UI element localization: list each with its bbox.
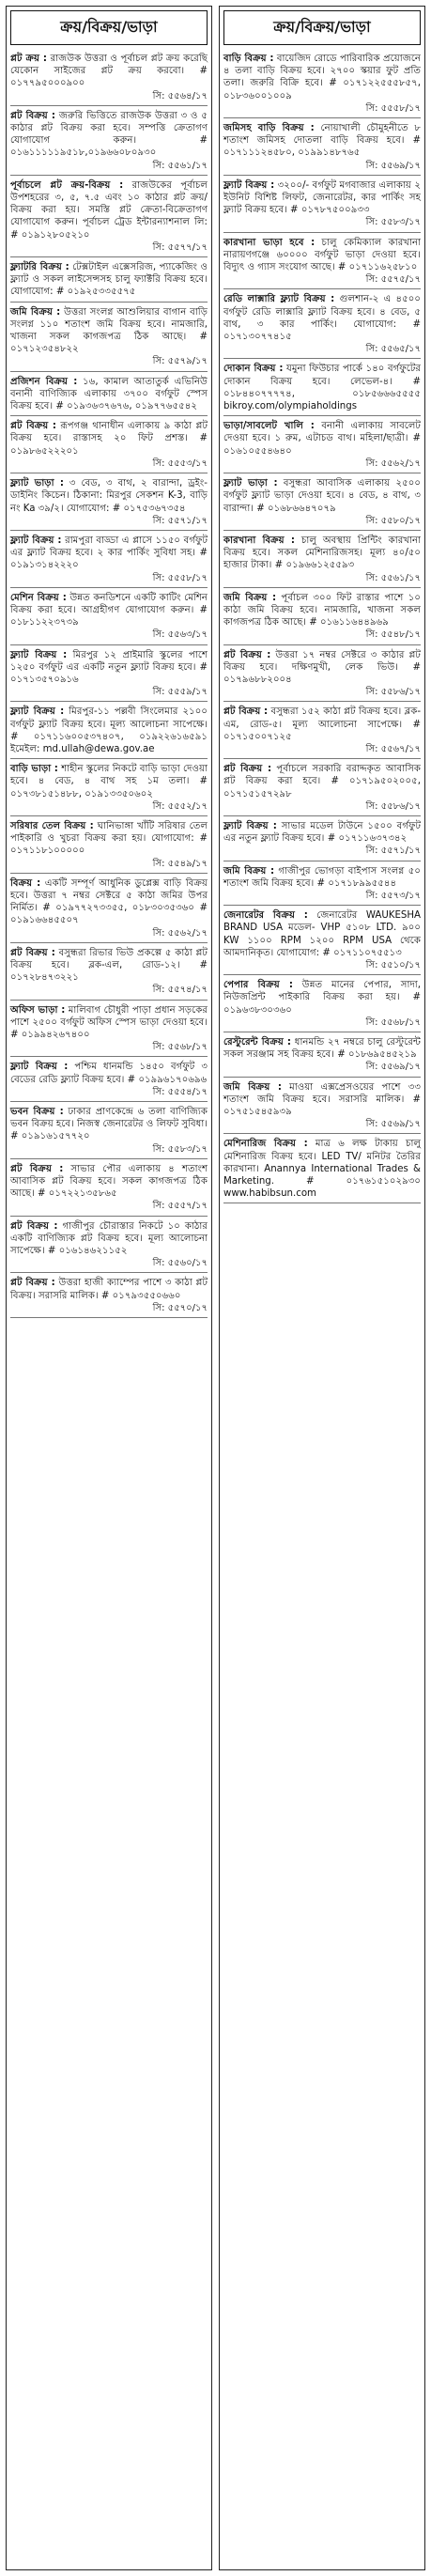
ad-body: উন্নত কনডিশনে একটি কাটিং মেশিন বিক্রয় করা হবে। আগ্রহীগণ যোগাযোগ করুন। # ০১৮১১২২৩৭৩৯ [10, 592, 208, 628]
ad-body: উত্তরা সংলগ্ন আশুলিয়ার বাগান বাড়ি সংলগ্ন ১১০ শতাংশ জমি বিক্রয় হবে। নামজারি, খাজনা সকল কাগজপত্র ঠিক আছে। # ০১৭১২৩৫৪৮২২ [10, 306, 208, 355]
classified-ad [10, 1057, 208, 1102]
ad-title: কারখানা ভাড়া হবে : [223, 237, 316, 248]
ad-body: মাওয়া এক্সপ্রেসওয়ের পাশে ৩৩ শতাংশ জমি বিক্রয় হবে। সরাসরি মালিক। # ০১৭৫১৫৪৫৯৩৯ [223, 1081, 421, 1118]
ad-title: বাড়ি ভাড়া : [10, 764, 58, 775]
ad-body: বায়েজিদ রোডে পারিবারিক প্রয়োজনে ৪ তলা বাড়ি বিক্রয় হবে। ২৭০০ স্কয়ার ফুট প্রতি তলা। জরুরি বিক্রি হবে। # ০১৭১২২৫৫৫৮৫৭, ০১৮৩৬০০১০০৯ [223, 54, 421, 101]
classified-ad [223, 289, 421, 359]
ad-title: সরিষার তেল বিক্রয় : [10, 820, 94, 831]
classified-ad [10, 257, 208, 303]
ad-title: ফ্ল্যাট বিক্রয় : [10, 1062, 69, 1073]
ad-reference-code: সি: ৫৫৬৫/১৭ [365, 344, 421, 355]
classified-ad [223, 49, 421, 118]
classified-ad [223, 233, 421, 290]
ad-title: প্রজিশন বিক্রয় : [10, 376, 78, 387]
ad-body: জরুরি ভিত্তিতে রাজউক উত্তরা ৩ ও ৫ কাঠার প্লট বিক্রয় করা হবে। সম্পত্তি ক্রেতাগণ যোগাযোগ করুন। # ০১৬১১১১১৯৫১৮,০১৯৬৬০৮০৯৩০ [10, 110, 208, 159]
classified-column-left [6, 6, 212, 2570]
ad-body: একটি সম্পূর্ণ আধুনিক ডুপ্লেক্স বাড়ি বিক্রয় হবে। উত্তরা ৭ নম্বর সেক্টরে ৫ কাঠা জমির উপর নির্মিত। # ০১৯৭৭২৭৩৩৫৫, ০১৮৩০৩৫৩৬০ # ০১৯১৬৬৪৫৫০৭ [10, 877, 208, 926]
ad-reference-code: সি: ৫৫৬৪/১৭ [152, 90, 208, 101]
ad-body: শাহীন স্কুলের নিকটে বাড়ি ভাড়া দেওয়া হবে। ৪ বেড, ৪ বাথ সহ ১ম তলা। # ০১৭৩৮১৫১৪৮৮, ০১৯১৩৩৫০৬০২ [10, 764, 208, 799]
ad-reference-code: সি: ৫৫৭৫/১৭ [365, 274, 421, 286]
ad-reference-code: সি: ৫৫৭১/১৭ [365, 846, 421, 857]
ad-reference-code: সি: ৫৫৬৩/১৭ [152, 629, 208, 641]
ad-title: বাড়ি বিক্রয় : [223, 54, 274, 64]
ad-body: ধানমন্ডি ২৭ নম্বরে চালু রেস্টুরেন্ট সকল সরঞ্জাম সহ বিক্রয় হবে। # ০১৮৬৯৫৪৫২১৯ [223, 1037, 421, 1061]
ad-title: পেপার বিক্রয় : [223, 980, 293, 991]
ad-reference-code: সি: ৫৫৬৯/১৭ [365, 1119, 421, 1130]
ad-reference-code: সি: ৫৫৭১/১৭ [152, 515, 208, 526]
column-header-left: ক্রয়/বিক্রয়/ভাড়া [10, 10, 208, 45]
classified-ad [10, 303, 208, 372]
ad-body: পূর্বাচলে সরকারি বরাদ্দকৃত আবাসিক প্লট বিক্রয় করা হবে। # ০১৭১৯৫০২০০৫, ০১৭১৫১৫৭২৯৮ [223, 764, 421, 799]
classified-ad [223, 473, 421, 531]
ad-reference-code: সি: ৫৫৬৮/১৭ [365, 1016, 421, 1028]
ad-title: প্লট ক্রয় : [10, 54, 47, 64]
ad-body: জেনারেটর WAUKESHA BRAND USA মডেল- VHP ৫১০৮ LTD. ৯০০ KW ১১০০ RPM ১২০০ RPM USA থেকে আমদানিকৃত। যোগাযোগ: # ০১৭১১০৭৫৫১৩ [223, 910, 421, 958]
ad-body: রাজউক উত্তরা ও পূর্বাচল প্লট ক্রয় করেছি যেকোন সাইজের প্লট ক্রয় করবো। # ০১৭৭৯৫০০০৯০০ [10, 54, 208, 89]
ad-title: প্লট বিক্রয় : [223, 706, 269, 718]
ad-title: ফ্ল্যাট বিক্রয় : [10, 706, 65, 718]
ad-body: গুলশান-২ এ ৪৫০০ বর্গফুট রেডি লাক্সারি ফ্ল্যাট বিক্রয় হবে। ৪ বেড, ৫ বাথ, ৩ কার পার্কিং। যোগাযোগ: # ০১৭১৩০৭৭৪১৫ [223, 294, 421, 343]
ad-body: ৩ বেড, ৩ বাথ, ২ বারান্দা, ড্রইং-ডাইনিং কিচেন। ঠিকানা: মিরপুর সেকশন K-3, বাড়ি নং Ka ৩৯/২। যোগাযোগ: # ০১৭৫৩৬৭৩৫৪ [10, 478, 208, 514]
ad-title: প্লট বিক্রয় : [223, 649, 271, 660]
ad-body: মালিবাগ চৌধুরী পাড়া প্রধান সড়কের পাশে ২৫০০ বর্গফুট অফিস স্পেস ভাড়া দেওয়া হবে। # ০১৯৯৪২৬৭৪০০ [10, 1004, 208, 1041]
ad-title: রেস্টুরেন্ট বিক্রয় : [223, 1037, 291, 1048]
ad-body: বসুন্ধরা আবাসিক এলাকায় ২৫০০ বর্গফুট ফ্ল্যাট ভাড়া দেওয়া হবে। ৪ বেড, ৪ বাথ, ৩ বারান্দা। # ০১৬৮৬৬৪৭০৭৯ [223, 478, 421, 514]
classified-ad [223, 1134, 421, 1203]
ad-title: দোকান বিক্রয় : [223, 364, 284, 375]
ad-title: রেডি লাক্সারি ফ্ল্যাট বিক্রয় : [223, 294, 335, 305]
ad-title: প্লট বিক্রয় : [10, 1163, 64, 1174]
ad-reference-code: সি: ৫৫৬১/১৭ [152, 160, 208, 171]
ad-reference-code: সি: ৫৫৫২/১৭ [152, 800, 208, 812]
ad-body: উন্নত মানের পেপার, সাদা, নিউজপ্রিন্ট পাইকারি বিক্রয় করা হয়। # ০১৯৬৩৮৩০৩৬০ [223, 980, 421, 1016]
classified-ad [223, 906, 421, 975]
ad-reference-code: সি: ৫৫৮৬/১৭ [365, 687, 421, 698]
classified-ad [10, 1159, 208, 1217]
ad-body: রামপুরা বাড্ডা এ প্লাসে ১১৫০ বর্গফুট এর ফ্ল্যাট বিক্রয় হবে। ২ কার পার্কিং সুবিধা সহ। # ০১৯১৩১৪২২২০ [10, 535, 208, 571]
ad-body: মিরপুর-১১ পল্লবী সিংলেমার ২১০০ বর্গফুট ফ্ল্যাট বিক্রয় হবে। মূল্য আলোচনা সাপেক্ষে। # ০১৭১১৬০০৫৩৭৪০৭, ০১৯২২৬১৬৫৯১ ইমেইল: md.ullah@dewa.gov.ae [10, 706, 208, 754]
ad-body: মিরপুর ১২ প্রাইমারি স্কুলের পাশে ১২৫০ বর্গফুট এর একটি নতুন ফ্ল্যাট বিক্রয় হবে। # ০১৭১৩৫৭০৯১৬ [10, 649, 208, 685]
classified-ad [223, 416, 421, 473]
ad-title: জমিসহ বাড়ি বিক্রয় : [223, 123, 315, 134]
classified-ad [223, 1032, 421, 1078]
classified-ad [10, 1217, 208, 1274]
ad-body: রূপগঞ্জ থানাধীন এলাকায় ৯ কাঠা প্লট বিক্রয় হবে। রাস্তাসহ ২০ ফিট প্রশস্ত। # ০১৯৮৬৫২২২০১ [10, 421, 208, 457]
classified-ad [223, 1078, 421, 1135]
ad-title: ফ্ল্যাট বিক্রয় : [223, 179, 275, 191]
ad-body: বসুন্ধরা ১৫২ কাঠা প্লট বিক্রয় হবে। ব্লক-এম, রোড-৫। মূল্য আলোচনা সাপেক্ষে। # ০১৭১৫০০৭১২৫ [223, 706, 421, 742]
ad-title: প্লট বিক্রয় : [10, 1278, 55, 1289]
ad-reference-code: সি: ৫৫১০/১৭ [365, 960, 421, 970]
classified-ad [10, 588, 208, 645]
ad-reference-code: সি: ৫৫৬১/১৭ [365, 572, 421, 583]
ad-reference-code: সি: ৫৫৬২/১৭ [152, 927, 208, 939]
ad-reference-code: সি: ৫৫৮৬/১৭ [365, 800, 421, 812]
classified-ad [10, 473, 208, 531]
classified-ad [223, 975, 421, 1032]
ad-body: ঘানিভাঙ্গা খাঁটি সরিষার তেল পাইকারি ও খুচরা বিক্রয় করা হয়। যোগাযোগ: # ০১৭১১৮১০০০০০ [10, 820, 208, 857]
ad-title: ভাড়া/সাবলেট খালি : [223, 421, 315, 432]
ad-reference-code: সি: ৫৫৬০/১৭ [152, 1258, 208, 1269]
classified-ad [10, 372, 208, 417]
ad-body: মাত্র ৬ লক্ষ টাকায় চালু মেশিনারিজ বিক্রয় হবে। LED TV/ মনিটর তৈরির কারখানা। Anannya International Trades & Marketing. # ০১৭৬১৫১০২৯৩০ www.habibsun.com [223, 1139, 421, 1200]
ad-list-right [220, 49, 424, 1203]
classified-ad [10, 531, 208, 588]
classified-ad [10, 1273, 208, 1318]
classified-ad [223, 645, 421, 703]
classified-ad [10, 49, 208, 106]
classified-ad [10, 106, 208, 176]
classified-ad [10, 759, 208, 816]
ad-reference-code: সি: ৫৫৬৮/১৭ [152, 1042, 208, 1053]
ad-reference-code: সি: ৫৫৫৭/১৭ [152, 1201, 208, 1212]
classified-ad [10, 702, 208, 759]
ad-reference-code: সি: ৫৫৫৪/১৭ [152, 1086, 208, 1097]
ad-title: জমি বিক্রয় : [223, 1081, 282, 1093]
classified-ad [223, 531, 421, 588]
ad-title: ফ্ল্যাট বিক্রয় : [10, 649, 68, 660]
ad-body: ৩২০০/- বর্গফুট মগবাজার এলাকায় ২ ইউনিট বিশিষ্ট লিফট, জেনারেটর, কার পার্কিং সহ ফ্ল্যাট বিক্রয় হবে। # ০১৭৮৭৫০০৯৩৩ [223, 179, 421, 216]
classified-ad [10, 943, 208, 1001]
ad-title: ফ্ল্যাট ভাড়া : [223, 478, 278, 489]
ad-reference-code: সি: ৫৫৬৭/১৭ [365, 743, 421, 754]
ad-body: ১৬, কামাল আতাতুর্ক এভিনিউ বনানী বাণিজ্যিক এলাকায় ৩৭০০ বর্গফুট স্পেস বিক্রয় হবে। # ০১৯৩৬৩৭৬৭৬, ০১৯৭৭৬৫৫৪২ [10, 376, 208, 412]
ad-title: প্লট বিক্রয় : [10, 110, 55, 121]
ad-reference-code: সি: ৫৫৭৯/১৭ [152, 356, 208, 367]
ad-body: যমুনা ফিউচার পার্কে ১৪০ বর্গফুটের দোকান বিক্রয় হবে। লেভেল-৪। # ০১৮৪৪০৭৭৭৭৪, ০১৮৫৬৬৬৫৫৫৫ bikroy.com/olympiaholdings [223, 364, 422, 412]
ad-title: ফ্ল্যাটরি বিক্রয় : [10, 262, 69, 273]
ad-body: টেক্সটাইল এক্সেসরিজ, প্যাকেজিং ও ফ্ল্যাট ও সকল লাইসেন্সসহ চালু ফ্যাক্টরি বিক্রয় হবে। যোগাযোগ: # ০১৯২৫৩৩৫৫৭৫ [10, 262, 208, 298]
ad-title: বিক্রয় : [10, 877, 41, 889]
ad-title: পূর্বাচলে প্লট ক্রয়-বিক্রয় : [10, 179, 124, 191]
ad-reference-code: সি: ৫৫৫৮/১৭ [152, 572, 208, 583]
ad-body: চালু অবস্থায় প্রিন্টিং কারখানা বিক্রয় হবে। সকল মেশিনারিজসহ। মূল্য ৪০/৫০ হাজার টাকা। # ০১৯৬৬১২৫৫৯৩ [223, 535, 421, 571]
ad-reference-code: সি: ৫৫৫৯/১৭ [152, 687, 208, 698]
ad-title: কারখানা বিক্রয় : [223, 535, 295, 546]
classified-ad [223, 176, 421, 233]
classified-ad [10, 1001, 208, 1058]
ad-title: জমি বিক্রয় : [223, 865, 275, 877]
ad-list-left [7, 49, 211, 1318]
ad-reference-code: সি: ৫৫৬২/১৭ [365, 458, 421, 469]
classified-ad [10, 645, 208, 703]
classified-ad [223, 861, 421, 907]
ad-body: গাজীপুর চৌরাস্তার নিকটে ১০ কাঠার একটি বাণিজ্যিক প্লট বিক্রয় হবে। মূল্য আলোচনা সাপেক্ষে। # ০১৬১৪৬২১১৫২ [10, 1220, 208, 1257]
ad-reference-code: সি: ৫৫৭৪/১৭ [152, 985, 208, 996]
ad-body: বনানী এলাকায় সাবলেট দেওয়া হবে। ১ রুম, এটাচড বাথ। মহিলা/ছাত্রী। # ০১৬১০৫৫৪৬৪০ [223, 421, 421, 457]
ad-title: প্লট বিক্রয় : [223, 764, 272, 775]
ad-reference-code: সি: ৫৫৪৯/১৭ [152, 858, 208, 869]
ad-title: প্লট বিক্রয় : [10, 421, 56, 432]
ad-reference-code: সি: ৫৫৭০/১৭ [152, 1302, 208, 1313]
ad-reference-code: সি: ৫৫৮০/১৭ [365, 515, 421, 526]
ad-body: রাজউকের পূর্বাচল উপশহরের ৩, ৫, ৭.৫ এবং ১০ কাঠার প্লট ক্রয়/বিক্রয় করা হয়। সমস্তি প্লট ক্রেতা-বিক্রেতাগণ যোগাযোগ করুন। পূর্বাচল ট্রেড ইন্টারন্যাশনাল লি: # ০১৯১২৮০৫২১০ [10, 179, 208, 241]
classified-ad [10, 176, 208, 257]
ad-title: ফ্ল্যাট বিক্রয় : [10, 535, 62, 546]
ad-title: জমি বিক্রয় : [10, 306, 61, 318]
classified-ad [223, 759, 421, 816]
classified-ad [10, 416, 208, 473]
classified-ad [10, 1102, 208, 1159]
ad-body: উত্তরা ১৭ নম্বর সেক্টরে ৩ কাঠার প্লট বিক্রয় হবে। দক্ষিণমুখী, লেক ভিউ। # ০১৭৯৬৮৮২০০৪ [223, 649, 421, 685]
ad-title: জেনারেটর বিক্রয় : [223, 910, 308, 922]
ad-reference-code: সি: ৫৫৮৩/১৭ [152, 1143, 208, 1155]
column-header-right: ক্রয়/বিক্রয়/ভাড়া [223, 10, 421, 45]
ad-body: ঢাকার প্রাণকেন্দ্রে ৬ তলা বাণিজ্যিক ভবন বিক্রয় হবে। নিজস্ব জেনারেটর ও লিফট সুবিধা। # ০১৯১৬১৫৭৭২০ [10, 1107, 208, 1142]
ad-reference-code: সি: ৫৫৭৭/১৭ [152, 241, 208, 253]
classified-ad [10, 874, 208, 943]
ad-title: অফিস ভাড়া : [10, 1004, 66, 1016]
ad-reference-code: সি: ৫৫৬৯/১৭ [365, 160, 421, 171]
ad-title: মেশিন বিক্রয় : [10, 592, 67, 603]
ad-title: ফ্ল্যাট বিক্রয় : [223, 820, 277, 831]
ad-body: চালু কেমিক্যাল কারখানা নারায়ণগঞ্জে ৬০০০০ বর্গফুট ভাড়া দেওয়া হবে। বিদ্যুৎ ও গ্যাস সংযোগ আছে। # ০১৭১১৬২৫৮১০ [223, 237, 421, 273]
ad-title: জমি বিক্রয় : [223, 592, 277, 603]
ad-body: সাভার পৌর এলাকায় ৪ শতাংশ আবাসিক প্লট বিক্রয় হবে। সকল কাগজপত্র ঠিক আছে। # ০১৭২২১৩৫৮৬৫ [10, 1163, 208, 1200]
ad-reference-code: সি: ৫৫৮৩/১৭ [365, 217, 421, 228]
ad-body: উত্তরা হাজী ক্যাম্পের পাশে ৩ কাঠা প্লট বিক্রয়। সরাসরি মালিক। # ০১৭৯৩৫৫০৬৬০ [10, 1278, 208, 1301]
ad-reference-code: সি: ৫৫৪৮/১৭ [365, 629, 421, 641]
ad-body: নোয়াখালী চৌমুহনীতে ৮ শতাংশ জমিসহ দোতলা বাড়ি বিক্রয় হবে। # ০১৭১১১২৪৫৮০, ০১৯৯১৪৮৭৬৫ [223, 123, 421, 159]
ad-body: সাভার মডেল টাউনে ১৫০০ বর্গফুট এর নতুন ফ্ল্যাট বিক্রয় হবে। # ০১৭১১৬৩৭৩৪২ [223, 820, 421, 845]
ad-reference-code: সি: ৫৫৫৮/১৭ [365, 102, 421, 114]
classified-ad [10, 816, 208, 874]
classified-ad [223, 118, 421, 176]
classified-column-right [219, 6, 425, 2570]
ad-body: পশ্চিম ধানমন্ডি ১৪৫০ বর্গফুট ৩ বেডের রেডি ফ্ল্যাট বিক্রয় হবে। # ০১৯৯৬১৭০৬৯৬ [10, 1062, 208, 1085]
ad-body: বসুন্ধরা রিভার ভিউ প্রকল্পে ৫ কাঠা প্লট বিক্রয় হবে। ব্লক-এল, রোড-১২। # ০১৭২৮৪৭৩২২১ [10, 947, 208, 984]
ad-title: ভবন বিক্রয় : [10, 1107, 64, 1118]
ad-title: প্লট বিক্রয় : [10, 1220, 58, 1232]
ad-reference-code: সি: ৫৫৭৩/১৭ [365, 890, 421, 901]
ad-reference-code: সি: ৫৫৫৩/১৭ [152, 458, 208, 469]
ad-title: মেশিনারিজ বিক্রয় : [223, 1139, 308, 1150]
ad-title: ফ্ল্যাট ভাড়া : [10, 478, 64, 489]
ad-title: প্লট বিক্রয় : [10, 947, 55, 958]
classified-ad [223, 702, 421, 759]
ad-reference-code: সি: ৫৫৬৯/১৭ [365, 1062, 421, 1073]
classified-ad [223, 816, 421, 861]
ad-body: গাজীপুর ভোগড়া বাইপাস সংলগ্ন ৫০ শতাংশ জমি বিক্রয় হবে। # ০১৭১৮৯৯৫৫৪৪ [223, 865, 421, 889]
ad-body: পূর্বাচল ৩০০ ফিট রাস্তার পাশে ১০ কাঠা জমি বিক্রয় হবে। নামজারি, খাজনা সকল কাগজপত্র ঠিক আছে। # ০১৬১১৬৪৪৯৬৯ [223, 592, 421, 628]
classified-ad [223, 359, 421, 416]
classified-ad [223, 588, 421, 645]
